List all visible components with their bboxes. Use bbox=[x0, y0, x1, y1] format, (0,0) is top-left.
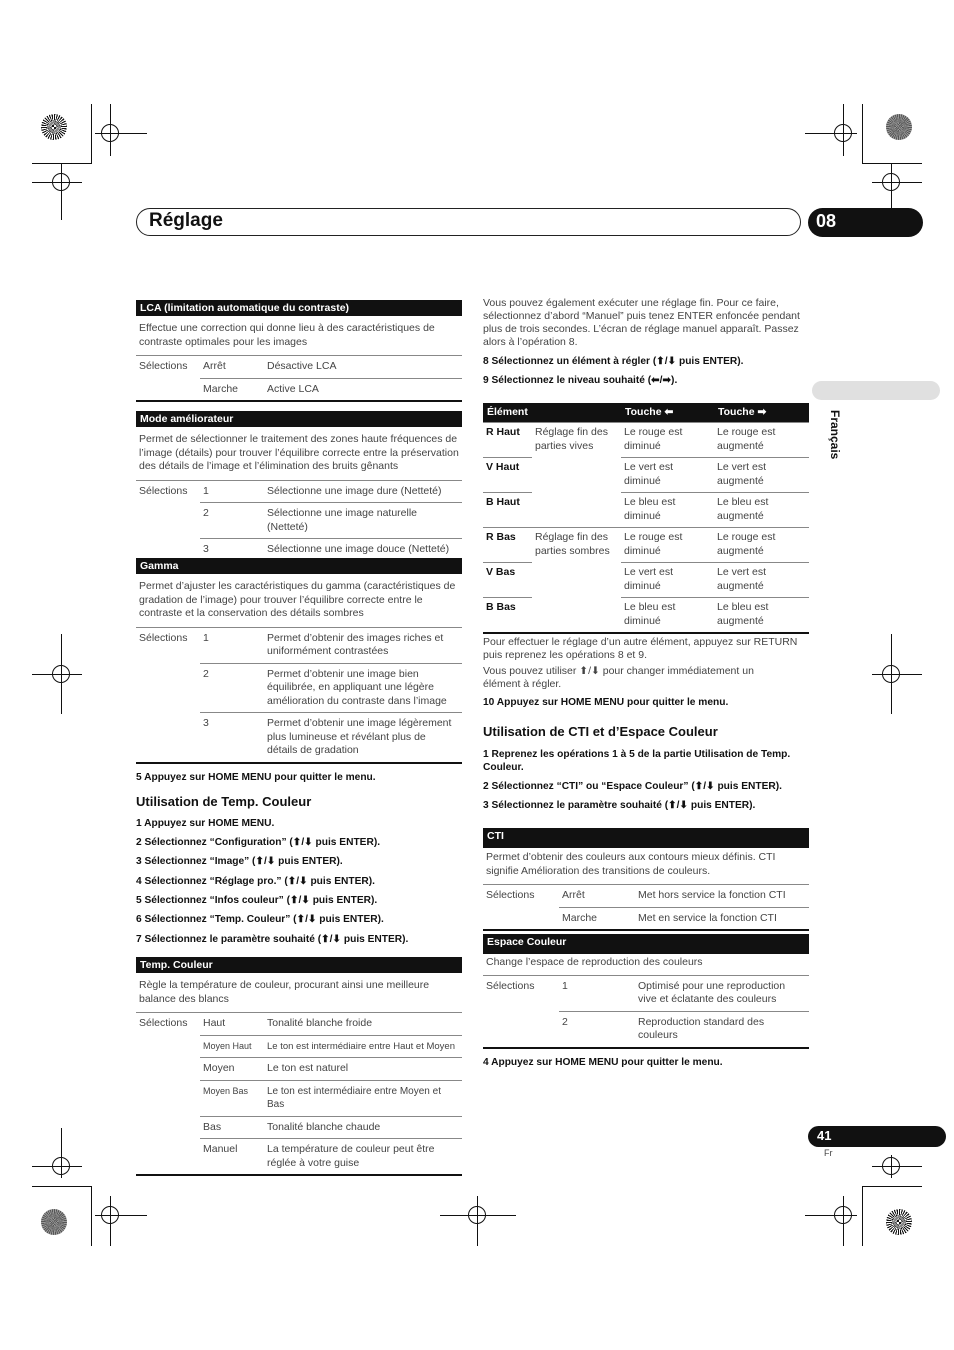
option-description: Le ton est intermédiaire entre Moyen et Bas bbox=[264, 1081, 462, 1117]
option-description: Active LCA bbox=[267, 382, 319, 395]
option-description: Sélectionne une image douce (Netteté) bbox=[267, 543, 450, 555]
option-value: Haut bbox=[200, 1013, 264, 1036]
step-text: 5 Sélectionnez “Infos couleur” (⬆/⬇ puis ENTER). bbox=[136, 895, 378, 906]
table-description: Règle la température de couleur, procurant ainsi une meilleure balance des blancs bbox=[136, 973, 462, 1013]
option-value: 1 bbox=[200, 628, 264, 664]
step-text: 3 Sélectionnez “Image” (⬆/⬇ puis ENTER). bbox=[136, 856, 343, 867]
table-description: Change l’espace de reproduction des couleurs bbox=[483, 954, 809, 976]
column-header: Élément bbox=[487, 406, 528, 418]
intro-paragraph: Vous pouvez également exécuter une réglage fin. Pour ce faire, sélectionnez d’abord “Manuel” puis tenez ENTER enfoncée pendant plus de trois secondes. L’écran de réglage manuel apparaît. Passez alors à l’opération 8. bbox=[483, 297, 800, 348]
espace-couleur-table bbox=[483, 934, 809, 1049]
gamma-table bbox=[136, 558, 462, 764]
option-value: 2 bbox=[562, 1015, 568, 1028]
option-description: Optimisé pour une reproduction vive et éclatante des couleurs bbox=[635, 976, 809, 1012]
column-header: Touche ➡ bbox=[718, 406, 767, 418]
option-description: Le ton est naturel bbox=[264, 1058, 462, 1081]
step-text: 4 Appuyez sur HOME MENU pour quitter le menu. bbox=[483, 1057, 723, 1068]
cell: Le bleu est diminué bbox=[624, 601, 676, 627]
element-name: R Haut bbox=[486, 426, 520, 438]
table-title: Temp. Couleur bbox=[136, 957, 462, 973]
option-description: Reproduction standard des couleurs bbox=[638, 1015, 765, 1041]
table-description: Permet de sélectionner le traitement des zones haute fréquences de l’image (détails) pour trouver l’équilibre correcte entre la préservation des détails de l’image et l’élimination des bruits gênants bbox=[136, 427, 462, 481]
table-title: Mode améliorateur bbox=[136, 411, 462, 427]
cell: Le vert est augmenté bbox=[717, 566, 767, 592]
adjustment-table bbox=[483, 403, 809, 634]
note-paragraph: Pour effectuer le réglage d’un autre élément, appuyez sur RETURN puis reprenez les opérations 8 et 9. bbox=[483, 636, 798, 661]
element-desc bbox=[532, 597, 621, 632]
element-desc bbox=[532, 457, 621, 492]
option-value: 1 bbox=[559, 976, 635, 1012]
cell: Le vert est augmenté bbox=[717, 461, 767, 487]
cell: Le rouge est diminué bbox=[624, 426, 683, 452]
step-text: 6 Sélectionnez “Temp. Couleur” (⬆/⬇ puis ENTER). bbox=[136, 914, 384, 925]
lca-table bbox=[136, 300, 462, 402]
temp-couleur-table bbox=[136, 957, 462, 1176]
step-text: 5 Appuyez sur HOME MENU pour quitter le menu. bbox=[136, 772, 376, 783]
option-value: 1 bbox=[200, 481, 264, 504]
cell: Le rouge est augmenté bbox=[717, 531, 776, 557]
column-header: Touche ⬅ bbox=[625, 406, 674, 418]
option-value: Bas bbox=[200, 1117, 264, 1140]
table-description: Permet d’ajuster les caractéristiques du gamma (caractéristiques de gradation de l’image) pour trouver l’équilibre correcte entre le contraste et la conservation des détails sombres bbox=[136, 574, 462, 628]
selections-label: Sélections bbox=[139, 484, 188, 497]
chapter-header bbox=[136, 208, 801, 236]
element-desc bbox=[532, 492, 621, 527]
option-value: Moyen bbox=[200, 1058, 264, 1081]
element-name: B Bas bbox=[486, 601, 516, 613]
table-title: CTI bbox=[483, 828, 809, 848]
selections-label: Sélections bbox=[486, 889, 535, 901]
cell: Le bleu est augmenté bbox=[717, 601, 769, 627]
option-description: Met hors service la fonction CTI bbox=[635, 885, 809, 908]
table-title: Espace Couleur bbox=[483, 934, 809, 954]
element-desc bbox=[532, 562, 621, 597]
cell: Le vert est diminué bbox=[624, 461, 674, 487]
selections-label: Sélections bbox=[139, 360, 188, 372]
option-description: Sélectionne une image dure (Netteté) bbox=[264, 481, 462, 504]
element-name: R Bas bbox=[486, 531, 516, 543]
note-paragraph: Vous pouvez utiliser ⬆/⬇ pour changer immédiatement un élément à régler. bbox=[483, 665, 754, 690]
element-desc: Réglage fin des parties sombres bbox=[535, 531, 610, 557]
table-description: Effectue une correction qui donne lieu à des caractéristiques de contraste optimales pour les images bbox=[136, 316, 462, 356]
page-title: Réglage bbox=[149, 210, 223, 231]
selections-label: Sélections bbox=[139, 1017, 188, 1029]
mode-table bbox=[136, 411, 462, 563]
option-description: Permet d’obtenir une image bien équilibrée, en appliquant une légère amélioration du contraste dans l’image bbox=[264, 664, 462, 714]
language-label: Français bbox=[828, 410, 842, 460]
cell: Le rouge est diminué bbox=[624, 531, 683, 557]
option-value: Moyen Haut bbox=[200, 1036, 264, 1059]
selections-label: Sélections bbox=[139, 631, 188, 644]
chapter-number: 08 bbox=[816, 211, 837, 231]
option-value: Marche bbox=[203, 382, 239, 395]
option-value: Moyen Bas bbox=[200, 1081, 264, 1117]
cell: Le vert est diminué bbox=[624, 566, 674, 592]
chapter-badge bbox=[808, 208, 923, 237]
table-title: Gamma bbox=[136, 558, 462, 574]
language-tab bbox=[812, 381, 940, 400]
page-number-badge bbox=[808, 1126, 946, 1147]
element-desc: Réglage fin des parties vives bbox=[535, 426, 608, 452]
registration-star-icon bbox=[886, 114, 912, 140]
option-description: Permet d’obtenir une image légèrement plus lumineuse et révélant plus de détails de gradation bbox=[267, 717, 452, 756]
option-value: Arrêt bbox=[200, 356, 264, 379]
step-text: 2 Sélectionnez “Configuration” (⬆/⬇ puis ENTER). bbox=[136, 837, 381, 848]
cti-table bbox=[483, 828, 809, 931]
option-value: Marche bbox=[562, 911, 598, 924]
element-name: V Haut bbox=[486, 461, 520, 473]
registration-star-icon bbox=[886, 1209, 912, 1235]
step-text: 1 Appuyez sur HOME MENU. bbox=[136, 818, 275, 829]
table-description: Permet d’obtenir des couleurs aux contours mieux définis. CTI signifie Amélioration des transitions de couleurs. bbox=[483, 848, 809, 885]
page-number: 41 bbox=[817, 1128, 832, 1143]
element-name: B Haut bbox=[486, 496, 520, 508]
option-description: Met en service la fonction CTI bbox=[638, 911, 777, 924]
step-text: 8 Sélectionnez un élément à régler (⬆/⬇ puis ENTER). bbox=[483, 356, 744, 367]
option-value: 3 bbox=[203, 717, 209, 729]
registration-star-icon bbox=[41, 114, 67, 140]
option-value: Manuel bbox=[203, 1143, 238, 1155]
step-text: 2 Sélectionnez “CTI” ou “Espace Couleur” (⬆/⬇ puis ENTER). bbox=[483, 781, 782, 792]
option-value: 2 bbox=[200, 503, 264, 539]
table-title: LCA (limitation automatique du contraste) bbox=[136, 300, 462, 316]
step-text: 3 Sélectionnez le paramètre souhaité (⬆/⬇ puis ENTER). bbox=[483, 800, 756, 811]
option-description: Tonalité blanche chaude bbox=[264, 1117, 462, 1140]
option-description: Désactive LCA bbox=[264, 356, 462, 379]
step-text: 1 Reprenez les opérations 1 à 5 de la partie Utilisation de Temp. Couleur. bbox=[483, 749, 791, 773]
step-text: 7 Sélectionnez le paramètre souhaité (⬆/⬇ puis ENTER). bbox=[136, 934, 409, 945]
option-description: Tonalité blanche froide bbox=[264, 1013, 462, 1036]
option-value: 2 bbox=[200, 664, 264, 714]
option-value: Arrêt bbox=[559, 885, 635, 908]
option-description: La température de couleur peut être réglée à votre guise bbox=[267, 1143, 435, 1169]
section-heading: Utilisation de CTI et d’Espace Couleur bbox=[483, 724, 718, 739]
page-language-code: Fr bbox=[824, 1148, 833, 1158]
cell: Le bleu est augmenté bbox=[717, 496, 769, 522]
step-text: 9 Sélectionnez le niveau souhaité (⬅/➡). bbox=[483, 375, 678, 386]
selections-label: Sélections bbox=[486, 979, 535, 992]
section-heading: Utilisation de Temp. Couleur bbox=[136, 794, 312, 809]
cell: Le rouge est augmenté bbox=[717, 426, 776, 452]
element-name: V Bas bbox=[486, 566, 516, 578]
step-text: 10 Appuyez sur HOME MENU pour quitter le menu. bbox=[483, 697, 729, 708]
option-description: Permet d’obtenir des images riches et uniformément contrastées bbox=[264, 628, 462, 664]
option-value: 3 bbox=[203, 543, 209, 555]
step-text: 4 Sélectionnez “Réglage pro.” (⬆/⬇ puis ENTER). bbox=[136, 876, 375, 887]
cell: Le bleu est diminué bbox=[624, 496, 676, 522]
registration-star-icon bbox=[41, 1209, 67, 1235]
option-description: Le ton est intermédiaire entre Haut et Moyen bbox=[264, 1036, 462, 1059]
option-description: Sélectionne une image naturelle (Netteté) bbox=[264, 503, 462, 539]
